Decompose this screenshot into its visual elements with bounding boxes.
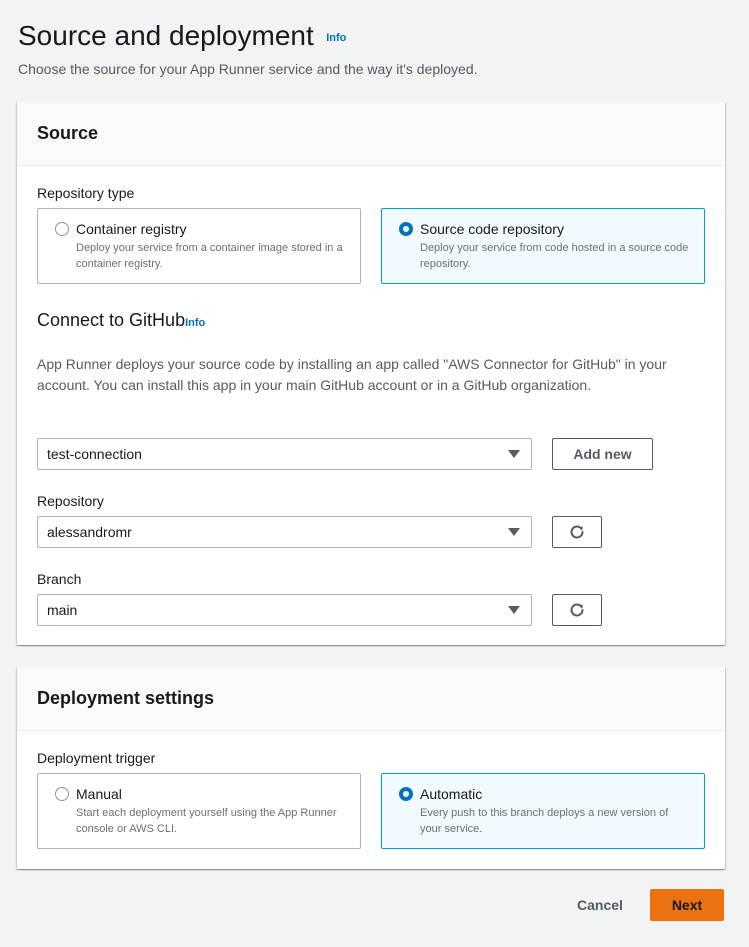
tile-source-code-repository[interactable]: [381, 208, 705, 284]
page-info-link[interactable]: Info: [326, 32, 347, 44]
connect-github-heading: [37, 310, 205, 331]
repository-select[interactable]: [37, 516, 532, 548]
tile-title: Source code repository: [420, 221, 564, 237]
cancel-button[interactable]: Cancel: [577, 897, 623, 913]
caret-down-icon: [508, 606, 520, 614]
tile-title: Container registry: [76, 221, 187, 237]
branch-label: Branch: [37, 571, 82, 587]
source-panel: [17, 102, 725, 645]
tile-automatic[interactable]: [381, 773, 705, 849]
caret-down-icon: [508, 450, 520, 458]
radio-source-code-repository[interactable]: [399, 222, 413, 236]
tile-description: Every push to this branch deploys a new version of your service.: [420, 807, 669, 835]
page-title: Source and deployment: [18, 20, 314, 51]
tile-description: Start each deployment yourself using the App Runner console or AWS CLI.: [76, 807, 337, 835]
radio-manual[interactable]: [55, 787, 69, 801]
connect-github-title: Connect to GitHub: [37, 310, 186, 330]
tile-title: Manual: [76, 786, 122, 802]
add-new-button[interactable]: Add new: [552, 438, 653, 470]
refresh-icon: [568, 601, 586, 619]
page-header: [18, 18, 478, 78]
tile-description: Deploy your service from a container image stored in a container registry.: [76, 242, 343, 270]
connect-github-info-link[interactable]: Info: [185, 317, 206, 329]
refresh-repository-button[interactable]: [552, 516, 602, 548]
tile-manual[interactable]: [37, 773, 361, 849]
caret-down-icon: [508, 528, 520, 536]
refresh-icon: [568, 523, 586, 541]
radio-container-registry[interactable]: [55, 222, 69, 236]
deployment-trigger-label: Deployment trigger: [37, 750, 156, 766]
repository-label: Repository: [37, 493, 104, 509]
deployment-panel-title: Deployment settings: [37, 688, 215, 708]
source-panel-header: [17, 102, 725, 166]
deployment-panel: [17, 667, 725, 869]
connection-select[interactable]: [37, 438, 532, 470]
tile-container-registry[interactable]: [37, 208, 361, 284]
source-panel-title: Source: [37, 123, 99, 143]
deployment-panel-header: [17, 667, 725, 731]
connect-github-description: App Runner deploys your source code by installing an app called "AWS Connector for GitHub" in your account. You can install this app in your main GitHub account or in a GitHub organization.: [37, 356, 667, 393]
refresh-branch-button[interactable]: [552, 594, 602, 626]
tile-description: Deploy your service from code hosted in a source code repository.: [420, 242, 689, 270]
page-description: Choose the source for your App Runner service and the way it's deployed.: [18, 61, 478, 77]
branch-select[interactable]: [37, 594, 532, 626]
page-title-row: [18, 18, 478, 54]
branch-select-value: main: [47, 602, 78, 618]
next-button[interactable]: Next: [650, 889, 724, 921]
repository-type-label: Repository type: [37, 185, 135, 201]
radio-automatic[interactable]: [399, 787, 413, 801]
repository-select-value: alessandromr: [47, 524, 132, 540]
tile-title: Automatic: [420, 786, 483, 802]
connection-select-value: test-connection: [47, 446, 142, 462]
